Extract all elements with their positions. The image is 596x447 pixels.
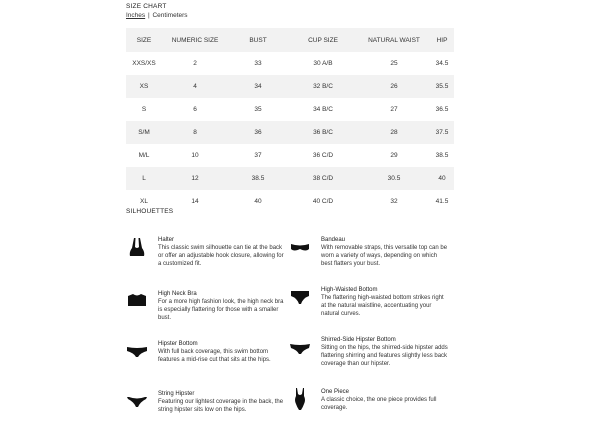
cell-cup-size: 36 B/C <box>313 129 333 136</box>
cell-numeric-size: 6 <box>193 106 197 113</box>
table-row <box>126 121 454 144</box>
cell-natural-waist: 25 <box>390 60 398 67</box>
silhouette-name: High-Waisted Bottom <box>321 287 378 293</box>
header-bust: BUST <box>249 36 267 44</box>
table-row <box>126 167 454 190</box>
silhouettes-title: SILHOUETTES <box>126 208 174 215</box>
size-chart-title: SIZE CHART <box>126 3 167 10</box>
cell-size: L <box>142 175 146 182</box>
table-row <box>126 75 454 98</box>
cell-numeric-size: 10 <box>191 152 199 159</box>
silhouette-description: With full back coverage, this swim bottom features a mid-rise cut that sits at the hips. <box>158 349 271 363</box>
cell-numeric-size: 2 <box>193 60 197 67</box>
silhouette-name: Halter <box>158 237 175 243</box>
cell-natural-waist: 26 <box>390 83 398 90</box>
header-natural-waist: NATURAL WAIST <box>368 36 420 44</box>
silhouette-description: For a more high fashion look, the high neck bra is especially flattering for those with a smaller bust. <box>158 299 284 321</box>
unit-inches-link[interactable]: Inches <box>126 12 146 19</box>
cell-cup-size: 38 C/D <box>312 175 334 182</box>
cell-size: XXS/XS <box>132 60 156 67</box>
silhouette-description: A classic choice, the one piece provides full coverage. <box>321 397 437 411</box>
table-row <box>126 144 454 167</box>
cell-numeric-size: 12 <box>191 175 199 182</box>
cell-hip: 36.5 <box>435 106 449 113</box>
cell-natural-waist: 30.5 <box>387 175 401 182</box>
cell-bust: 35 <box>254 106 262 113</box>
header-size: SIZE <box>136 36 152 44</box>
silhouette-description: The flattering high-waisted bottom strikes right at the natural waistline, accentuating your natural curves. <box>321 295 444 317</box>
high-waisted-bottom-icon <box>289 286 311 308</box>
size-table <box>126 28 454 213</box>
cell-bust: 33 <box>254 60 262 67</box>
cell-cup-size: 36 C/D <box>312 152 334 159</box>
cell-hip: 41.5 <box>435 198 449 205</box>
cell-cup-size: 34 B/C <box>313 106 333 113</box>
cell-size: M/L <box>138 152 150 159</box>
bandeau-icon <box>289 236 311 258</box>
silhouette-description: Sitting on the hips, the shirred-side hipster adds flattering shirring and features slightly less back coverage than our hipster. <box>321 345 448 367</box>
cell-natural-waist: 32 <box>390 198 398 205</box>
cell-cup-size: 32 B/C <box>313 83 333 90</box>
cell-hip: 35.5 <box>435 83 449 90</box>
silhouette-description: With removable straps, this versatile top can be worn a variety of ways, depending on which best flatters your bust. <box>321 245 448 267</box>
unit-centimeters-link[interactable]: Centimeters <box>152 12 188 19</box>
hipster-bottom-icon <box>126 340 148 362</box>
cell-size: S <box>141 106 147 113</box>
cell-size: S/M <box>138 129 150 136</box>
string-hipster-icon <box>126 390 148 412</box>
cell-hip: 37.5 <box>435 129 449 136</box>
one-piece-icon <box>289 388 311 410</box>
cell-hip: 34.5 <box>435 60 449 67</box>
cell-bust: 40 <box>254 198 262 205</box>
silhouette-description: Featuring our lightest coverage in the back, the string hipster sits low on the hips. <box>158 399 284 413</box>
cell-natural-waist: 29 <box>390 152 398 159</box>
cell-numeric-size: 8 <box>193 129 197 136</box>
cell-cup-size: 30 A/B <box>313 60 333 67</box>
table-row <box>126 98 454 121</box>
silhouette-name: High Neck Bra <box>158 291 197 297</box>
silhouette-name: Bandeau <box>321 237 346 243</box>
silhouette-name: One Piece <box>321 389 350 395</box>
silhouette-name: String Hipster <box>158 391 195 397</box>
header-cup-size: CUP SIZE <box>308 36 338 44</box>
header-hip: HIP <box>436 36 448 44</box>
unit-separator: | <box>147 12 150 19</box>
cell-numeric-size: 14 <box>191 198 199 205</box>
silhouette-name: Shirred-Side Hipster Bottom <box>321 337 396 343</box>
high-neck-bra-icon <box>126 290 148 312</box>
table-row <box>126 190 454 213</box>
silhouette-description: This classic swim silhouette can tie at the back or offer an adjustable hook closure, allowing for a customized fit. <box>158 245 284 267</box>
unit-selector <box>126 12 188 19</box>
cell-bust: 37 <box>254 152 262 159</box>
cell-hip: 40 <box>438 175 446 182</box>
cell-natural-waist: 27 <box>390 106 398 113</box>
cell-hip: 38.5 <box>435 152 449 159</box>
cell-natural-waist: 28 <box>390 129 398 136</box>
header-numeric-size: NUMERIC SIZE <box>171 36 219 44</box>
shirred-side-hipster-icon <box>289 336 311 358</box>
cell-size: XS <box>139 83 149 90</box>
halter-icon <box>126 236 148 258</box>
cell-cup-size: 40 C/D <box>312 198 334 205</box>
table-row <box>126 52 454 75</box>
silhouette-name: Hipster Bottom <box>158 341 198 347</box>
cell-bust: 34 <box>254 83 262 90</box>
cell-bust: 36 <box>254 129 262 136</box>
cell-numeric-size: 4 <box>193 83 197 90</box>
cell-bust: 38.5 <box>251 175 265 182</box>
table-header-row <box>126 28 454 52</box>
cell-size: XL <box>140 198 148 205</box>
